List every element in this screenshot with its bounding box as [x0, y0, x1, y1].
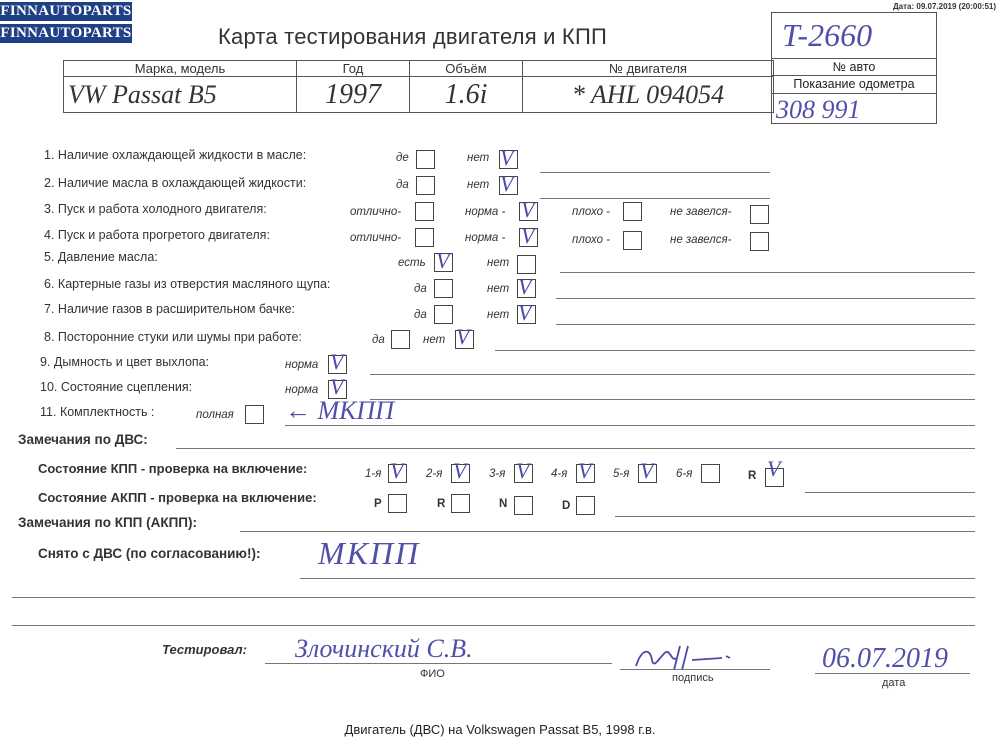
- volume-value: 1.6i: [410, 77, 523, 113]
- brand-logo-secondary: FINNAUTOPARTS: [0, 25, 132, 41]
- notes-line: [556, 324, 975, 325]
- checkbox-1-de[interactable]: [416, 150, 435, 169]
- gear-label-4: 4-я: [551, 468, 568, 480]
- dvs-remarks-line[interactable]: [176, 448, 975, 449]
- kpp-remarks-label: Замечания по КПП (АКПП):: [18, 515, 197, 530]
- col-make-model: Марка, модель: [64, 61, 297, 77]
- question-9: 9. Дымность и цвет выхлопа:: [40, 355, 210, 369]
- odometer-value: 308 991: [776, 95, 861, 124]
- auto-info-box: [771, 12, 937, 124]
- question-6: 6. Картерные газы из отверстия масляного щупа:: [44, 277, 331, 291]
- fio-line[interactable]: [265, 663, 612, 664]
- check-mark: V: [521, 197, 535, 222]
- option-net: нет: [487, 309, 510, 321]
- tester-name: Злочинский С.В.: [295, 634, 473, 663]
- notes-line: [560, 272, 975, 273]
- checkbox-11-polnaya[interactable]: [245, 405, 264, 424]
- notes-line: [12, 625, 975, 626]
- akpp-checkbox-d[interactable]: [576, 496, 595, 515]
- option-est: есть: [398, 257, 426, 269]
- check-mark: V: [500, 171, 514, 196]
- notes-line: [805, 492, 975, 493]
- question-3: 3. Пуск и работа холодного двигателя:: [44, 202, 267, 216]
- divider: [772, 75, 936, 76]
- check-mark: V: [456, 324, 470, 349]
- check-mark: V: [390, 458, 404, 483]
- date-caption: дата: [882, 677, 906, 689]
- odometer-label: Показание одометра: [793, 77, 915, 91]
- akpp-label-p: P: [374, 498, 382, 510]
- option-norma: норма -: [465, 232, 506, 244]
- gear-label-6: 6-я: [676, 468, 693, 480]
- check-mark: V: [518, 300, 532, 325]
- signature-line[interactable]: [620, 669, 770, 670]
- checkbox-4-ploho[interactable]: [623, 231, 642, 250]
- fio-caption: ФИО: [420, 668, 445, 680]
- signature-caption: подпись: [672, 672, 714, 684]
- akpp-check-label: Состояние АКПП - проверка на включение:: [38, 490, 317, 505]
- removed-label: Снято с ДВС (по согласованию!):: [38, 546, 261, 561]
- option-net: нет: [467, 179, 490, 191]
- option-ne-zavelsya: не завелся-: [670, 234, 732, 246]
- checkbox-4-otlichno[interactable]: [415, 228, 434, 247]
- check-mark: V: [640, 458, 654, 483]
- check-mark: V: [516, 458, 530, 483]
- check-mark: V: [500, 145, 514, 170]
- question-4: 4. Пуск и работа прогретого двигателя:: [44, 228, 270, 242]
- col-volume: Объём: [410, 61, 523, 77]
- option-net: нет: [467, 152, 490, 164]
- option-de: де: [396, 152, 409, 164]
- question-7: 7. Наличие газов в расширительном бачке:: [44, 302, 296, 316]
- option-norma: норма -: [465, 206, 506, 218]
- completeness-note: ← МКПП: [285, 396, 394, 425]
- image-caption: Двигатель (ДВС) на Volkswagen Passat B5, 1998 г.в.: [344, 722, 656, 737]
- question-8: 8. Посторонние стуки или шумы при работе:: [44, 330, 302, 344]
- notes-line: [370, 374, 975, 375]
- option-da: да: [414, 283, 427, 295]
- tested-label: Тестировал:: [162, 642, 247, 657]
- checkbox-5-net[interactable]: [517, 255, 536, 274]
- notes-line: [285, 425, 975, 426]
- gear-label-r: R: [748, 470, 757, 482]
- engine-number-value: * AHL 094054: [523, 77, 774, 113]
- checkbox-3-ne-zavelsya[interactable]: [750, 205, 769, 224]
- kpp-check-label: Состояние КПП - проверка на включение:: [38, 461, 308, 476]
- question-1: 1. Наличие охлаждающей жидкости в масле:: [44, 148, 307, 162]
- check-mark: V: [330, 349, 344, 374]
- check-mark: V: [767, 456, 781, 481]
- option-da: да: [414, 309, 427, 321]
- notes-line: [495, 350, 975, 351]
- option-ploho: плохо -: [572, 234, 610, 246]
- option-net: нет: [487, 283, 510, 295]
- header-table: [63, 60, 774, 113]
- removed-line[interactable]: [300, 578, 975, 579]
- check-mark: V: [453, 458, 467, 483]
- akpp-label-d: D: [562, 500, 571, 512]
- gear-label-5: 5-я: [613, 468, 630, 480]
- auto-number-label: № авто: [832, 60, 876, 74]
- gear-label-1: 1-я: [365, 468, 382, 480]
- check-mark: V: [578, 458, 592, 483]
- date-line[interactable]: [815, 673, 970, 674]
- option-ploho: плохо -: [572, 206, 610, 218]
- check-mark: V: [521, 223, 535, 248]
- check-mark: V: [436, 248, 450, 273]
- auto-number-value: T-2660: [782, 17, 873, 53]
- question-5: 5. Давление масла:: [44, 250, 158, 264]
- option-da: да: [372, 334, 385, 346]
- akpp-label-r: R: [437, 498, 446, 510]
- checkbox-4-ne-zavelsya[interactable]: [750, 232, 769, 251]
- akpp-label-n: N: [499, 498, 508, 510]
- checkbox-2-da[interactable]: [416, 176, 435, 195]
- removed-value: МКПП: [318, 535, 421, 571]
- option-da: да: [396, 179, 409, 191]
- divider: [772, 93, 936, 94]
- notes-line: [540, 198, 770, 199]
- checkbox-3-ploho[interactable]: [623, 202, 642, 221]
- kpp-remarks-line[interactable]: [240, 531, 975, 532]
- akpp-checkbox-n[interactable]: [514, 496, 533, 515]
- dvs-remarks-label: Замечания по ДВС:: [18, 432, 148, 447]
- question-11: 11. Комплектность :: [40, 405, 155, 419]
- checkbox-3-otlichno[interactable]: [415, 202, 434, 221]
- test-date: 06.07.2019: [822, 643, 948, 674]
- gear-checkbox-6[interactable]: [701, 464, 720, 483]
- gear-label-3: 3-я: [489, 468, 506, 480]
- question-10: 10. Состояние сцепления:: [40, 380, 193, 394]
- notes-line: [370, 399, 975, 400]
- akpp-checkbox-r[interactable]: [451, 494, 470, 513]
- option-otlichno: отлично-: [350, 206, 402, 218]
- col-year: Год: [297, 61, 410, 77]
- brand-logo: FINNAUTOPARTS: [0, 3, 132, 19]
- checkbox-8-da[interactable]: [391, 330, 410, 349]
- notes-line: [12, 597, 975, 598]
- gear-label-2: 2-я: [426, 468, 443, 480]
- notes-line: [556, 298, 975, 299]
- option-polnaya: полная: [196, 409, 234, 421]
- check-mark: V: [330, 374, 344, 399]
- option-otlichno: отлично-: [350, 232, 402, 244]
- option-net: нет: [487, 257, 510, 269]
- date-stamp: Дата: 09.07.2019 (20:00:51): [892, 2, 996, 11]
- check-mark: V: [518, 274, 532, 299]
- year-value: 1997: [297, 77, 410, 113]
- col-engine-number: № двигателя: [523, 61, 774, 77]
- checkbox-7-da[interactable]: [434, 305, 453, 324]
- notes-line: [540, 172, 770, 173]
- make-model-value: VW Passat B5: [64, 77, 297, 113]
- option-norma: норма: [285, 384, 319, 396]
- question-2: 2. Наличие масла в охлаждающей жидкости:: [44, 176, 307, 190]
- signature: [630, 640, 750, 676]
- document-title: Карта тестирования двигателя и КПП: [218, 24, 607, 49]
- option-norma: норма: [285, 359, 319, 371]
- option-ne-zavelsya: не завелся-: [670, 206, 732, 218]
- akpp-checkbox-p[interactable]: [388, 494, 407, 513]
- notes-line: [615, 516, 975, 517]
- option-net: нет: [423, 334, 446, 346]
- divider: [772, 58, 936, 59]
- checkbox-6-da[interactable]: [434, 279, 453, 298]
